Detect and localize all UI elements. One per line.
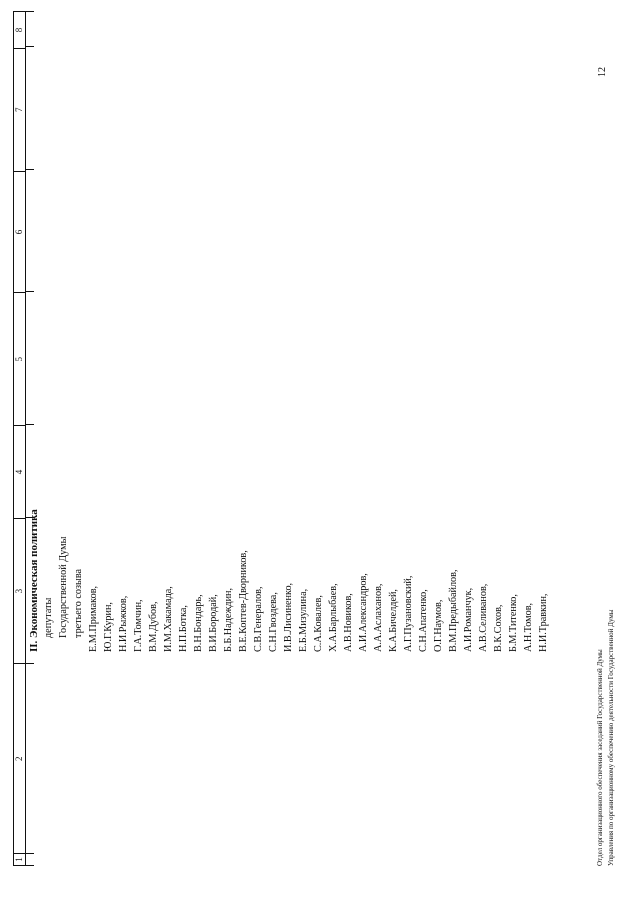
list-item: А.И.Александров, <box>358 573 369 652</box>
list-item: Н.П.Ботка, <box>178 605 189 652</box>
intro-line: третьего созыва <box>73 568 84 638</box>
list-item: Е.Б.Мизулина, <box>298 588 309 652</box>
list-item: И.М.Хакамада, <box>163 586 174 652</box>
list-item: В.М.Дубов, <box>148 601 159 652</box>
column-divider <box>26 424 34 425</box>
column-divider <box>26 291 34 292</box>
list-item: Г.А.Томчин, <box>133 599 144 652</box>
list-item: Б.М.Титенко, <box>508 594 519 652</box>
list-item: Н.И.Рыжков, <box>118 595 129 652</box>
list-item: А.В.Селиванов, <box>478 583 489 652</box>
column-divider <box>26 853 34 854</box>
section-title: II. Экономическая политика <box>28 509 40 652</box>
intro-line: Государственной Думы <box>58 536 69 638</box>
column-header-4: 4 <box>14 425 25 518</box>
page-number: 12 <box>597 67 608 77</box>
list-item: Е.М.Примаков, <box>88 585 99 652</box>
column-header-3: 3 <box>14 518 25 664</box>
list-item: О.Г.Наумов, <box>433 599 444 652</box>
list-item: С.Н.Апатенко, <box>418 589 429 652</box>
list-item: К.А.Бичелдей, <box>388 589 399 652</box>
footer <box>595 610 617 866</box>
column-header-8: 8 <box>14 27 24 33</box>
list-item: Б.Б.Надеждин, <box>223 587 234 652</box>
list-item: С.Н.Гвоздева, <box>268 592 279 652</box>
table-header-row <box>13 11 26 866</box>
list-item: А.И.Романчук, <box>463 587 474 652</box>
list-item: С.А.Ковалев, <box>313 595 324 652</box>
column-divider <box>26 663 34 664</box>
column-divider <box>26 169 34 170</box>
column-divider <box>26 46 34 47</box>
list-item: А.Г.Пузановский, <box>403 575 414 652</box>
column-header-5: 5 <box>14 292 25 425</box>
list-item: В.И.Бородай, <box>208 594 219 652</box>
list-item: А.А.Аслаханов, <box>373 583 384 652</box>
list-item: С.В.Генералов, <box>253 586 264 652</box>
list-item: А.В.Новиков, <box>343 593 354 652</box>
column-divider <box>26 865 34 866</box>
column-header-6: 6 <box>14 171 25 293</box>
column-header-2: 2 <box>14 663 25 853</box>
list-item: В.Е.Коптев-Дворников, <box>238 550 249 652</box>
list-item: Н.И.Травкин, <box>538 593 549 652</box>
column-header-7: 7 <box>14 48 25 171</box>
footer-line-1: Отдел организационного обеспечения заседаний Государственной Думы <box>596 649 604 866</box>
list-item: Х.А.Барлыбаев, <box>328 583 339 652</box>
list-item: Ю.Г.Курин, <box>103 602 114 652</box>
list-item: В.К.Сохов, <box>493 604 504 652</box>
list-item: А.Н.Томов, <box>523 602 534 652</box>
column-header-1: 1 <box>14 853 25 865</box>
intro-line: депутаты <box>43 597 54 638</box>
footer-line-2: Управления по организационному обеспечению деятельности Государственной Думы <box>607 609 615 866</box>
list-item: В.Н.Бондарь, <box>193 594 204 652</box>
column-divider <box>26 11 34 12</box>
deputies-list <box>41 537 551 652</box>
list-item: И.В.Лисиненко, <box>283 582 294 652</box>
list-item: В.М.Предыбайлов, <box>448 569 459 652</box>
